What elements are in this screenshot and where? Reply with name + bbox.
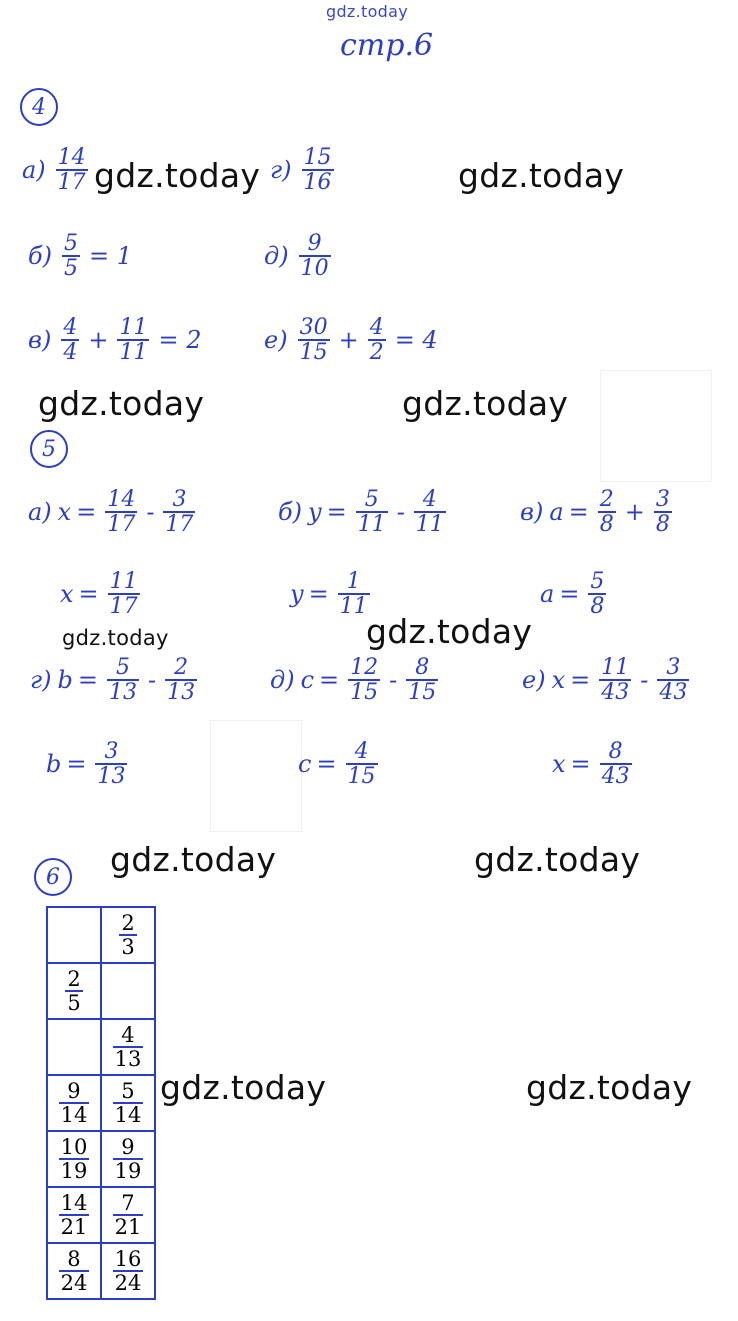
fraction: $\frac{11}{11}$ [119,315,148,366]
watermark: gdz.today [38,384,205,423]
variable: x [551,666,566,695]
watermark: gdz.today [326,2,408,21]
grid-cell: $\frac{8}{24}$ [47,1243,101,1299]
fraction: $\frac{5}{5}$ [64,231,79,282]
ex5-item-d: д) c = $\frac{12}{15}$ - $\frac{8}{15}$ [270,655,437,706]
fraction: $\frac{3}{17}$ [165,487,194,538]
item-label: а) [22,156,46,185]
fraction: $\frac{5}{11}$ [357,487,386,538]
exercise-5-number: 5 [30,430,68,468]
ex4-item-d [264,232,335,280]
operator: + [88,326,109,355]
grid-cell: $\frac{5}{14}$ [101,1075,155,1131]
operator: - [146,498,155,527]
variable: c [300,666,315,695]
variable: a [549,498,564,527]
ex5-result-b: y = $\frac{1}{11}$ [290,569,368,620]
watermark: gdz.today [110,840,277,879]
ex5-result-g: b = $\frac{3}{13}$ [46,739,126,790]
table-row [47,963,155,1019]
fraction: $\frac{4}{2}$ [369,315,384,366]
watermark: gdz.today [94,156,261,195]
fraction: $\frac{1}{11}$ [339,569,368,620]
watermark: gdz.today [402,384,569,423]
ex5-result-a: x = $\frac{11}{17}$ [60,569,138,620]
item-label: а) [28,498,52,527]
ex4-item-v [28,316,206,364]
ex5-item-g: г) b = $\frac{5}{13}$ - $\frac{2}{13}$ [30,655,196,706]
item-label: в) [520,498,544,527]
item-label: в) [28,326,52,355]
grid-cell: $\frac{16}{24}$ [101,1243,155,1299]
table-row [47,1131,155,1187]
item-label: е) [522,666,546,695]
ex5-item-v: в) a = $\frac{2}{8}$ + $\frac{3}{8}$ [520,487,670,538]
variable: x [57,498,72,527]
equation-tail: = 1 [89,242,133,271]
watermark: gdz.today [458,156,625,195]
fraction: $\frac{15}{16}$ [303,145,332,196]
operator: - [640,666,649,695]
fraction: $\frac{2}{13}$ [167,655,196,706]
operator: + [338,326,359,355]
operator: + [624,498,645,527]
fraction: $\frac{8}{15}$ [408,655,437,706]
fraction: $\frac{4}{4}$ [63,315,78,366]
item-label: д) [264,242,289,271]
page-label: стр.6 [340,28,434,63]
operator: - [147,666,157,695]
item-label: б) [278,498,303,527]
faint-grid [210,720,302,832]
item-label: г) [30,666,52,695]
fraction: $\frac{11}{43}$ [601,655,630,706]
ex5-result-d: c = $\frac{4}{15}$ [298,739,376,790]
watermark: gdz.today [160,1068,327,1107]
fraction: $\frac{3}{43}$ [659,655,688,706]
fraction: $\frac{5}{8}$ [590,569,605,620]
exercise-4-number: 4 [20,88,58,126]
ex5-result-v: a = $\frac{5}{8}$ [540,569,605,620]
grid-cell [101,963,155,1019]
table-row [47,907,155,963]
fraction: $\frac{4}{15}$ [347,739,376,790]
ex5-item-a: а) x = $\frac{14}{17}$ - $\frac{3}{17}$ [28,487,194,538]
grid-cell: $\frac{9}{19}$ [101,1131,155,1187]
table-row [47,1075,155,1131]
fraction: $\frac{12}{15}$ [350,655,379,706]
watermark: gdz.today [526,1068,693,1107]
table-row [47,1019,155,1075]
watermark: gdz.today [366,612,533,651]
grid-cell: $\frac{2}{5}$ [47,963,101,1019]
table-row [47,1243,155,1299]
exercise-6-number: 6 [34,858,72,896]
fraction: $\frac{9}{10}$ [300,231,329,282]
fraction-grid [46,906,156,1300]
item-label: г) [270,156,292,185]
grid-cell [47,907,101,963]
faint-grid [600,370,712,482]
ex5-item-e: е) x = $\frac{11}{43}$ - $\frac{3}{43}$ [522,655,688,706]
grid-cell: $\frac{2}{3}$ [101,907,155,963]
ex4-item-b [28,232,137,280]
fraction: $\frac{3}{13}$ [97,739,126,790]
grid-cell: $\frac{9}{14}$ [47,1075,101,1131]
variable: y [308,498,322,527]
ex5-item-b: б) y = $\frac{5}{11}$ - $\frac{4}{11}$ [278,487,444,538]
fraction: $\frac{4}{11}$ [415,487,444,538]
grid-cell: $\frac{14}{21}$ [47,1187,101,1243]
operator: - [389,666,398,695]
fraction: $\frac{8}{43}$ [601,739,630,790]
fraction: $\frac{14}{17}$ [107,487,136,538]
operator: - [396,498,405,527]
fraction: $\frac{3}{8}$ [655,487,670,538]
equation-tail: = 2 [158,326,202,355]
grid-cell: $\frac{7}{21}$ [101,1187,155,1243]
fraction: $\frac{30}{15}$ [299,315,328,366]
ex5-result-e: x = $\frac{8}{43}$ [552,739,630,790]
variable: b [57,666,73,695]
ex4-item-e [264,316,443,364]
ex4-item-g [270,146,338,194]
fraction: $\frac{14}{17}$ [57,145,86,196]
watermark: gdz.today [474,840,641,879]
equation-tail: = 4 [394,326,438,355]
grid-cell [47,1019,101,1075]
item-label: д) [270,666,295,695]
fraction: $\frac{11}{17}$ [109,569,138,620]
ex4-item-a [22,146,92,194]
item-label: е) [264,326,288,355]
watermark: gdz.today [62,626,169,650]
table-row [47,1187,155,1243]
fraction: $\frac{5}{13}$ [108,655,137,706]
item-label: б) [28,242,53,271]
fraction: $\frac{2}{8}$ [599,487,614,538]
grid-cell: $\frac{4}{13}$ [101,1019,155,1075]
grid-cell: $\frac{10}{19}$ [47,1131,101,1187]
